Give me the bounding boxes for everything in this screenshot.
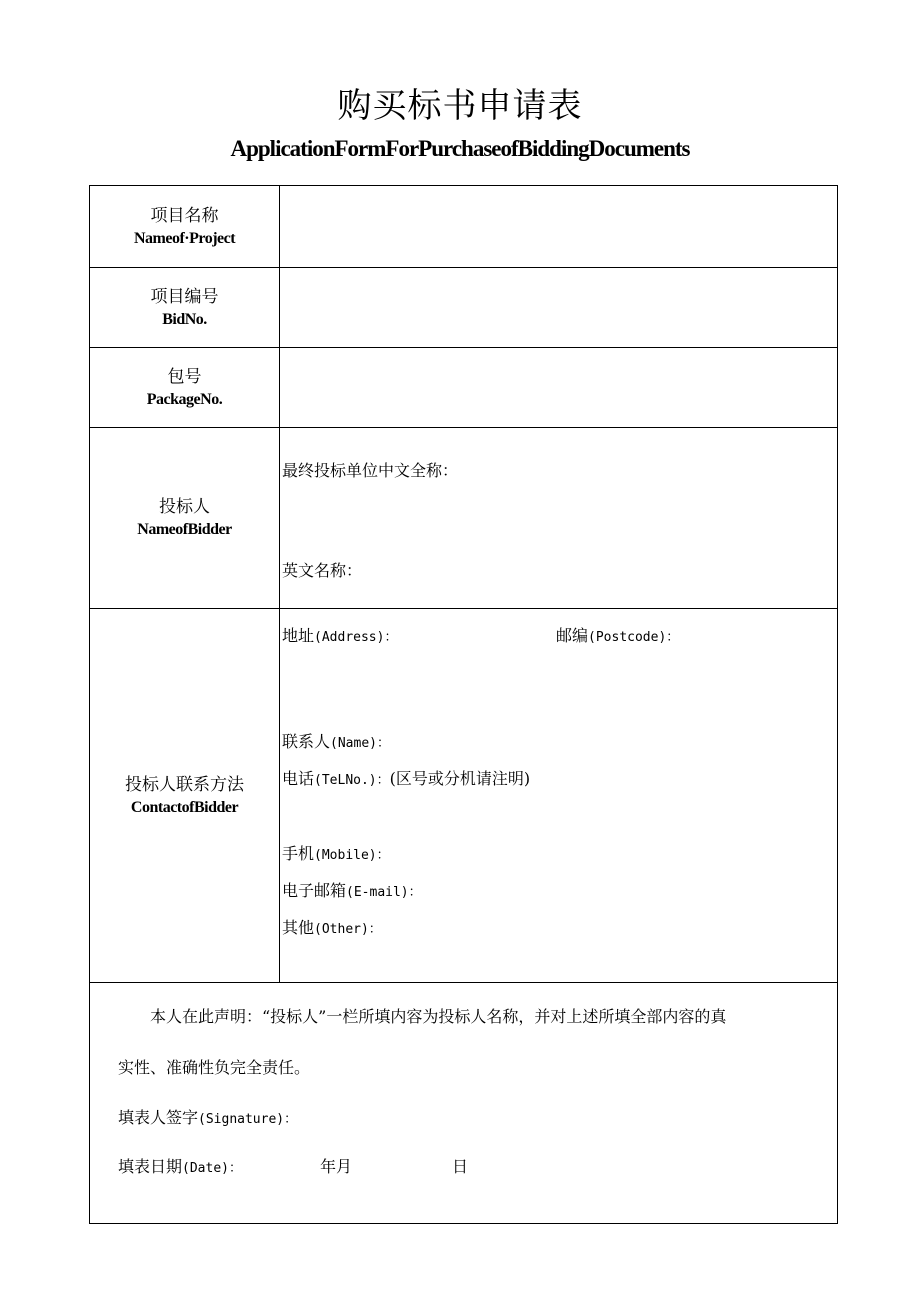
declaration-line1: 本人在此声明：“投标人”一栏所填内容为投标人名称，并对上述所填全部内容的真 <box>150 1007 727 1026</box>
contact-name <box>282 729 390 752</box>
label-contact <box>90 609 280 983</box>
contact-postcode <box>556 623 679 646</box>
date-line[interactable] <box>118 1154 242 1177</box>
contact-address-cn: 地址 <box>282 626 315 645</box>
date-cn: 填表日期 <box>118 1157 183 1176</box>
label-contact-cn: 投标人联系方法 <box>125 774 244 795</box>
field-package-no[interactable] <box>280 348 838 428</box>
contact-email-cn: 电子邮箱 <box>282 881 347 900</box>
contact-address-en: (Address)： <box>314 630 398 645</box>
contact-address <box>282 623 397 646</box>
signature-cn: 填表人签字 <box>118 1108 199 1127</box>
contact-other <box>282 915 382 938</box>
field-project-name[interactable] <box>280 186 838 268</box>
label-contact-en: ContactofBidder <box>130 798 239 816</box>
label-package-no <box>90 348 280 428</box>
signature-line[interactable] <box>118 1105 297 1128</box>
field-contact[interactable] <box>280 609 838 983</box>
field-bidder[interactable] <box>280 428 838 609</box>
contact-name-cn: 联系人 <box>282 732 331 751</box>
label-project-name-en: Nameof·Project <box>133 229 236 247</box>
row-bidder <box>90 428 838 609</box>
contact-mobile <box>282 841 390 864</box>
row-project-name <box>90 186 838 268</box>
row-contact <box>90 609 838 983</box>
label-bidder-cn: 投标人 <box>159 497 210 517</box>
date-year-month: 年月 <box>320 1157 353 1176</box>
declaration-line2: 实性、准确性负完全责任。 <box>118 1058 311 1077</box>
row-package-no <box>90 348 838 428</box>
contact-name-en: (Name)： <box>330 736 390 751</box>
label-project-name-cn: 项目名称 <box>150 205 219 226</box>
row-bid-no <box>90 268 838 348</box>
contact-email <box>282 878 422 901</box>
contact-tel-en: (TeLNo.)： <box>314 773 390 788</box>
contact-mobile-cn: 手机 <box>282 844 315 863</box>
form-title-en: ApplicationFormForPurchaseofBiddingDocuments <box>230 136 690 161</box>
field-bid-no[interactable] <box>280 268 838 348</box>
bidder-en-name-label: 英文名称： <box>282 561 363 580</box>
row-declaration <box>90 983 838 1224</box>
declaration-cell <box>90 983 838 1224</box>
label-bid-no <box>90 268 280 348</box>
contact-other-cn: 其他 <box>282 918 315 937</box>
date-day: 日 <box>452 1157 469 1176</box>
contact-email-en: (E-mail)： <box>346 885 422 900</box>
contact-postcode-cn: 邮编 <box>556 626 589 645</box>
label-project-name <box>90 186 280 268</box>
label-package-no-en: PackageNo. <box>146 390 223 408</box>
label-bidder <box>90 428 280 609</box>
form-title-cn: 购买标书申请表 <box>337 86 583 126</box>
application-form-table <box>89 185 838 1224</box>
contact-mobile-en: (Mobile)： <box>314 848 390 863</box>
label-bid-no-cn: 项目编号 <box>150 286 219 307</box>
signature-en: (Signature)： <box>198 1112 298 1127</box>
label-bid-no-en: BidNo. <box>162 310 207 328</box>
contact-postcode-en: (Postcode)： <box>588 630 680 645</box>
contact-tel <box>282 766 530 789</box>
label-bidder-en: NameofBidder <box>137 521 232 538</box>
label-package-no-cn: 包号 <box>167 366 202 387</box>
contact-tel-cn: 电话 <box>282 769 315 788</box>
date-en: (Date)： <box>182 1161 242 1176</box>
bidder-cn-name-label: 最终投标单位中文全称： <box>282 461 459 480</box>
contact-tel-note: (区号或分机请注明) <box>389 769 531 788</box>
contact-other-en: (Other)： <box>314 922 382 937</box>
